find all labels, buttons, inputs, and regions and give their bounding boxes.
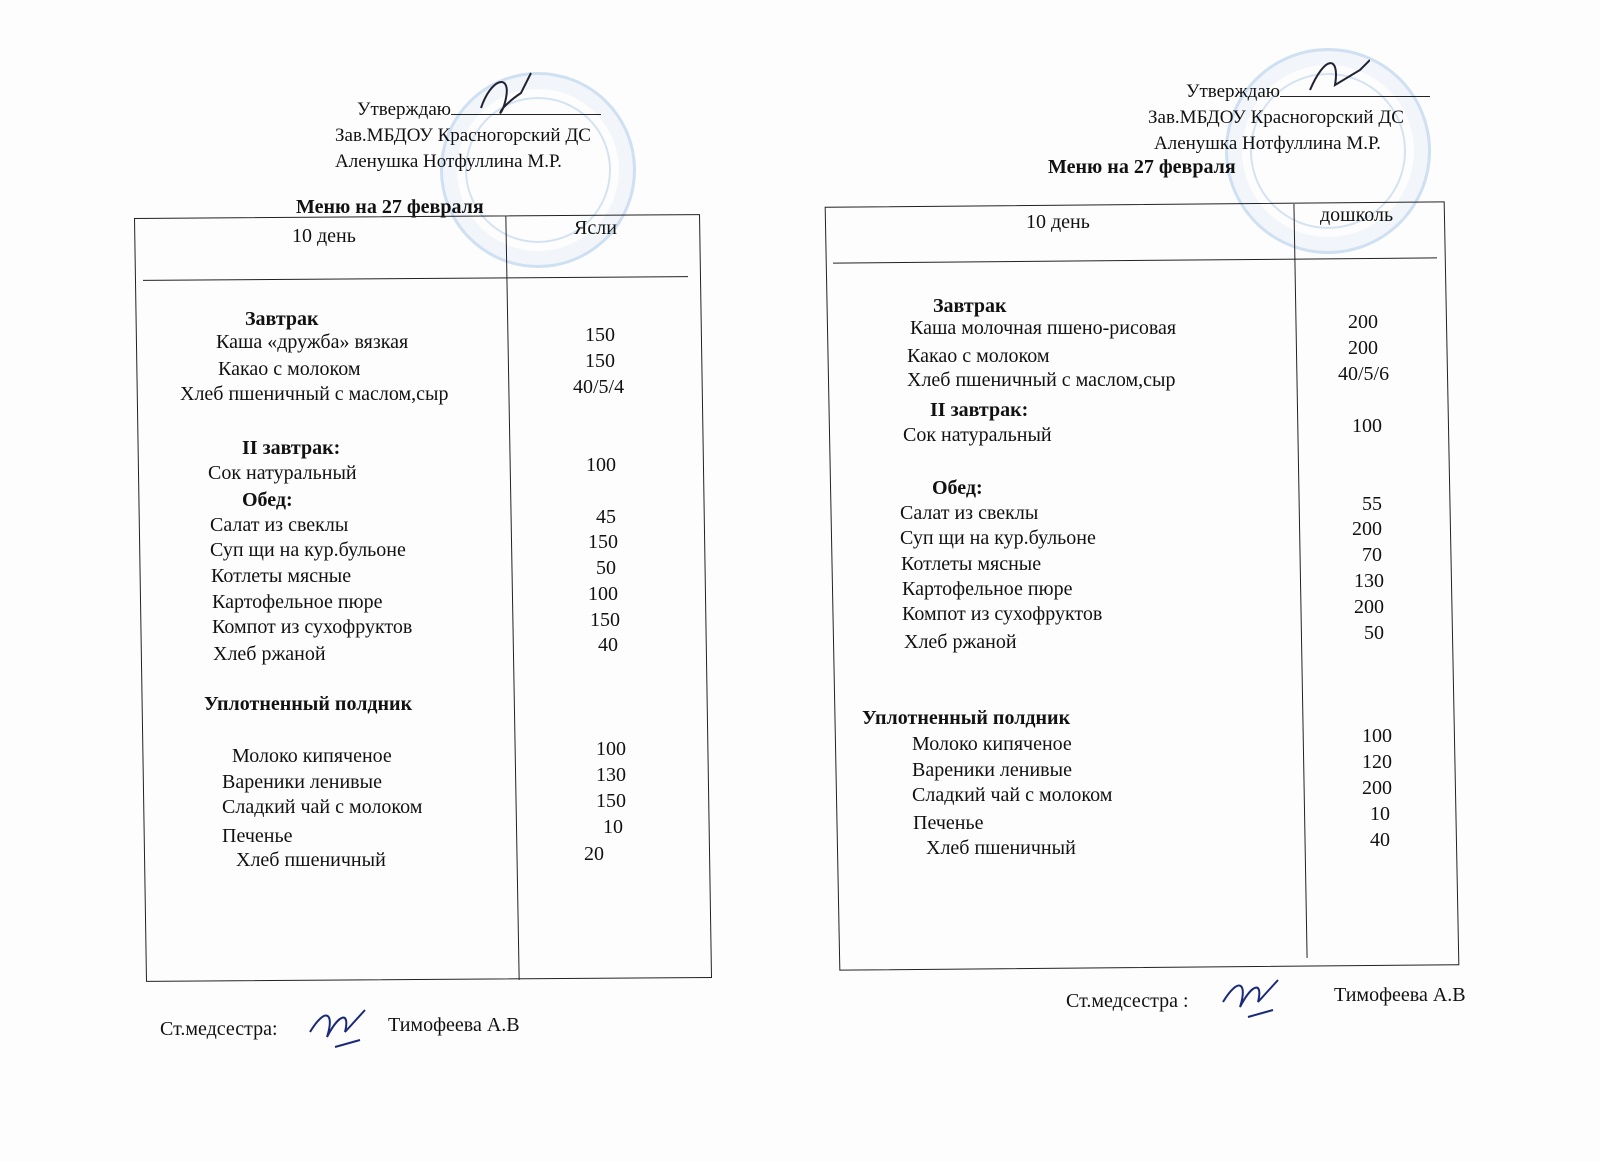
menu-qty: 130 bbox=[596, 764, 626, 786]
menu-item: Хлеб пшеничный bbox=[926, 837, 1076, 859]
menu-qty: 200 bbox=[1348, 311, 1378, 333]
menu-item: Какао с молоком bbox=[218, 358, 361, 380]
menu-item: Котлеты мясные bbox=[901, 553, 1042, 575]
menu-qty: 200 bbox=[1352, 518, 1382, 540]
breakfast-heading: Завтрак bbox=[933, 295, 1007, 317]
approve-label: Утверждаю bbox=[357, 99, 451, 120]
menu-qty: 130 bbox=[1354, 570, 1384, 592]
menu-item: Хлеб ржаной bbox=[213, 643, 326, 665]
director-signature-icon bbox=[471, 68, 541, 118]
menu-item: Каша молочная пшено-рисовая bbox=[910, 317, 1177, 339]
menu-qty: 40 bbox=[598, 634, 618, 656]
header-day: 10 день bbox=[292, 225, 356, 247]
menu-item: Какао с молоком bbox=[907, 345, 1050, 367]
header-group: Ясли bbox=[574, 217, 617, 239]
menu-qty: 45 bbox=[596, 506, 616, 528]
menu-item: Салат из свеклы bbox=[900, 502, 1039, 524]
lunch-heading: Обед: bbox=[242, 489, 293, 511]
menu-item: Котлеты мясные bbox=[211, 565, 352, 587]
menu-qty: 120 bbox=[1362, 751, 1392, 773]
approval-signature-line bbox=[451, 96, 601, 115]
nurse-role: Ст.медсестра: bbox=[160, 1018, 278, 1040]
menu-qty: 150 bbox=[585, 324, 615, 346]
snack-heading: Уплотненный полдник bbox=[862, 707, 1071, 729]
menu-item: Картофельное пюре bbox=[902, 578, 1073, 600]
menu-qty: 50 bbox=[1364, 622, 1384, 644]
snack-heading: Уплотненный полдник bbox=[204, 693, 413, 715]
menu-qty: 150 bbox=[588, 531, 618, 553]
menu-qty: 200 bbox=[1348, 337, 1378, 359]
menu-item: Компот из сухофруктов bbox=[902, 603, 1103, 625]
menu-qty: 100 bbox=[1362, 725, 1392, 747]
menu-title: Меню на 27 февраля bbox=[296, 196, 484, 218]
header-group: дошколь bbox=[1320, 204, 1394, 226]
menu-item: Молоко кипяченое bbox=[232, 745, 392, 767]
menu-item: Печенье bbox=[913, 812, 984, 834]
nurse-name: Тимофеева А.В bbox=[388, 1014, 520, 1036]
nurse-role: Ст.медсестра : bbox=[1066, 990, 1189, 1012]
menu-item: Сладкий чай с молоком bbox=[222, 796, 423, 818]
menu-item: Компот из сухофруктов bbox=[212, 616, 413, 638]
menu-qty: 10 bbox=[603, 816, 623, 838]
director-signature-icon bbox=[1300, 50, 1370, 100]
menu-qty: 50 bbox=[596, 557, 616, 579]
breakfast-heading: Завтрак bbox=[245, 308, 319, 330]
menu-item: Хлеб пшеничный с маслом,сыр bbox=[180, 383, 449, 405]
menu-item: Вареники ленивые bbox=[912, 759, 1072, 781]
menu-qty: 200 bbox=[1362, 777, 1392, 799]
menu-qty: 20 bbox=[584, 843, 604, 865]
menu-qty: 70 bbox=[1362, 544, 1382, 566]
menu-qty: 150 bbox=[596, 790, 626, 812]
menu-item: Хлеб пшеничный с маслом,сыр bbox=[907, 369, 1176, 391]
approver-position: Зав.МБДОУ Красногорский ДС bbox=[335, 125, 591, 146]
approval-signature-line bbox=[1280, 78, 1430, 97]
menu-qty: 40 bbox=[1370, 829, 1390, 851]
menu-item: Печенье bbox=[222, 825, 293, 847]
menu-item: Картофельное пюре bbox=[212, 591, 383, 613]
header-day: 10 день bbox=[1026, 211, 1090, 233]
nurse-signature-icon bbox=[305, 1002, 375, 1052]
nurse-signature-icon bbox=[1218, 972, 1288, 1022]
menu-item: Вареники ленивые bbox=[222, 771, 382, 793]
menu-item: Суп щи на кур.бульоне bbox=[210, 539, 406, 561]
menu-qty: 200 bbox=[1354, 596, 1384, 618]
second-breakfast-heading: II завтрак: bbox=[930, 399, 1029, 421]
approver-name: Аленушка Нотфуллина М.Р. bbox=[335, 151, 562, 172]
approve-label: Утверждаю bbox=[1186, 81, 1280, 102]
menu-item: Каша «дружба» вязкая bbox=[216, 331, 409, 353]
menu-title: Меню на 27 февраля bbox=[1048, 156, 1236, 178]
approver-position: Зав.МБДОУ Красногорский ДС bbox=[1148, 107, 1404, 128]
menu-qty: 55 bbox=[1362, 493, 1382, 515]
menu-qty: 100 bbox=[596, 738, 626, 760]
menu-item: Сок натуральный bbox=[903, 424, 1052, 446]
menu-qty: 150 bbox=[585, 350, 615, 372]
menu-qty: 40/5/4 bbox=[573, 376, 625, 398]
lunch-heading: Обед: bbox=[932, 477, 983, 499]
approval-block bbox=[335, 96, 601, 175]
menu-item: Сок натуральный bbox=[208, 462, 357, 484]
menu-qty: 10 bbox=[1370, 803, 1390, 825]
menu-item: Сладкий чай с молоком bbox=[912, 784, 1113, 806]
menu-item: Хлеб ржаной bbox=[904, 631, 1017, 653]
menu-qty: 150 bbox=[590, 609, 620, 631]
menu-item: Салат из свеклы bbox=[210, 514, 349, 536]
second-breakfast-heading: II завтрак: bbox=[242, 437, 341, 459]
nurse-name: Тимофеева А.В bbox=[1334, 984, 1466, 1006]
menu-item: Молоко кипяченое bbox=[912, 733, 1072, 755]
menu-qty: 40/5/6 bbox=[1338, 363, 1390, 385]
menu-qty: 100 bbox=[586, 454, 616, 476]
menu-qty: 100 bbox=[1352, 415, 1382, 437]
menu-item: Хлеб пшеничный bbox=[236, 849, 386, 871]
approval-block bbox=[1148, 78, 1430, 157]
menu-item: Суп щи на кур.бульоне bbox=[900, 527, 1096, 549]
menu-qty: 100 bbox=[588, 583, 618, 605]
approver-name: Аленушка Нотфуллина М.Р. bbox=[1154, 133, 1381, 154]
